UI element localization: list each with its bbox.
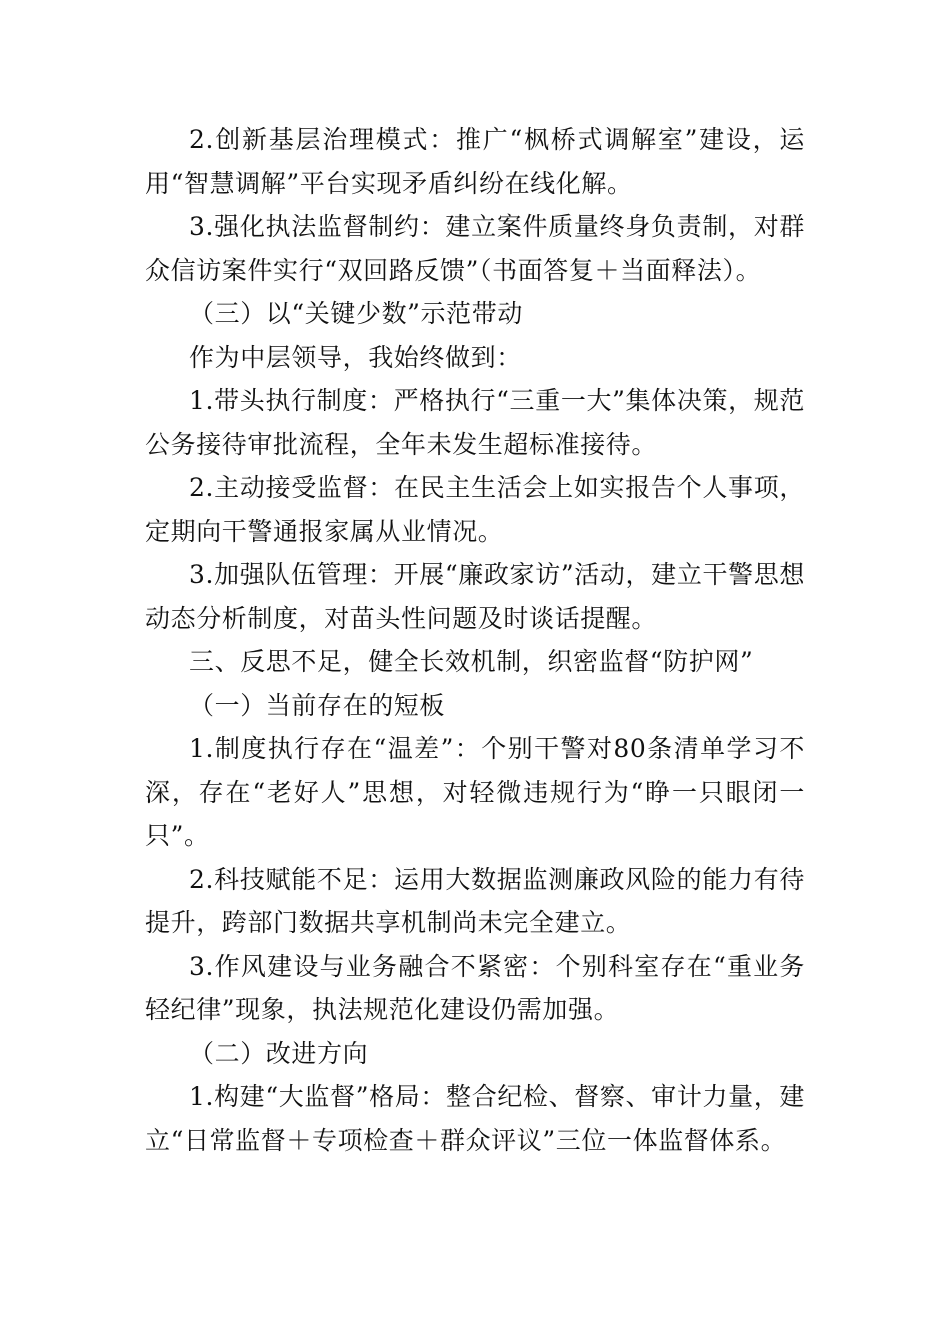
paragraph-big-supervision: 1.构建“大监督”格局：整合纪检、督察、审计力量，建立“日常监督＋专项检查＋群众评议”三位一体监督体系。 <box>145 1082 805 1155</box>
paragraph-law-enforcement-supervision: 3.强化执法监督制约：建立案件质量终身负责制，对群众信访案件实行“双回路反馈”（书面答复＋当面释法）。 <box>145 212 805 285</box>
chapter-heading-reflection: 三、反思不足，健全长效机制，织密监督“防护网” <box>189 647 754 676</box>
section-heading-improvement: （二）改进方向 <box>189 1038 369 1068</box>
paragraph-style-integration: 3.作风建设与业务融合不紧密：个别科室存在“重业务轻纪律”现象，执法规范化建设仍需加强。 <box>145 951 805 1024</box>
section-heading-shortcomings: （一）当前存在的短板 <box>189 690 446 720</box>
section-heading-key-minority: （三）以“关键少数”示范带动 <box>189 299 523 328</box>
paragraph-as-middle-leader: 作为中层领导，我始终做到： <box>189 342 522 372</box>
paragraph-innovate-governance: 2.创新基层治理模式：推广“枫桥式调解室”建设，运用“智慧调解”平台实现矛盾纠纷在线化解。 <box>145 125 805 198</box>
document-body <box>145 118 805 1162</box>
paragraph-team-management: 3.加强队伍管理：开展“廉政家访”活动，建立干警思想动态分析制度，对苗头性问题及时谈话提醒。 <box>145 560 805 633</box>
paragraph-execution-gap: 1.制度执行存在“温差”：个别干警对80条清单学习不深，存在“老好人”思想，对轻微违规行为“睁一只眼闭一只”。 <box>145 734 805 850</box>
paragraph-accept-supervision: 2.主动接受监督：在民主生活会上如实报告个人事项，定期向干警通报家属从业情况。 <box>145 473 805 546</box>
paragraph-tech-empowerment: 2.科技赋能不足：运用大数据监测廉政风险的能力有待提升，跨部门数据共享机制尚未完全建立。 <box>145 864 805 937</box>
paragraph-lead-execution: 1.带头执行制度：严格执行“三重一大”集体决策，规范公务接待审批流程，全年未发生超标准接待。 <box>145 386 805 459</box>
